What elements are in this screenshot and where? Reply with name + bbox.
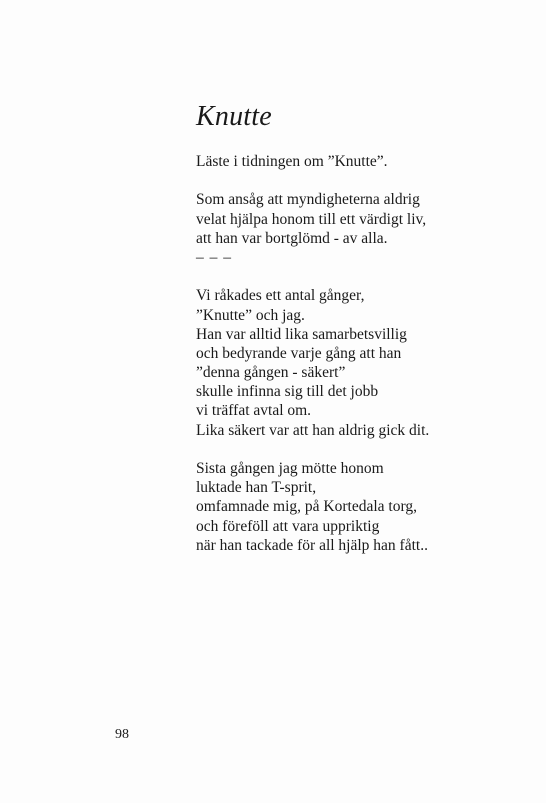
poem-line: vi träffat avtal om.: [196, 402, 312, 420]
poem-line: velat hjälpa honom till ett värdigt liv,: [196, 210, 427, 228]
poem-line: när han tackade för all hjälp han fått..: [196, 536, 428, 554]
stanza-3: [196, 286, 429, 440]
poem-line: Som ansåg att myndigheterna aldrig: [196, 191, 420, 209]
poem-title: Knutte: [196, 101, 272, 132]
stanza-2: [196, 190, 429, 267]
page-number: 98: [115, 727, 129, 742]
stanza-1: [196, 152, 429, 171]
poem-line: Vi råkades ett antal gånger,: [196, 287, 365, 305]
poem-line: och föreföll att vara uppriktig: [196, 517, 380, 535]
poem-line: ”Knutte” och jag.: [196, 306, 305, 324]
poem-body: [196, 152, 429, 555]
poem-line: omfamnade mig, på Kortedala torg,: [196, 498, 417, 516]
poem-line: Lika säkert var att han aldrig gick dit.: [196, 421, 430, 439]
poem-line: och bedyrande varje gång att han: [196, 344, 402, 362]
stanza-4: [196, 459, 429, 555]
poem-line: luktade han T-sprit,: [196, 479, 317, 497]
poem-line: att han var bortglömd - av alla.: [196, 229, 388, 247]
poem-line: skulle infinna sig till det jobb: [196, 383, 379, 401]
poem-line: Han var alltid lika samarbetsvillig: [196, 325, 407, 343]
section-divider: – – –: [196, 248, 232, 266]
poem-line: Sista gången jag mötte honom: [196, 460, 384, 477]
poem-line: ”denna gången - säkert”: [196, 364, 346, 382]
poem-line: Läste i tidningen om ”Knutte”.: [196, 153, 388, 170]
